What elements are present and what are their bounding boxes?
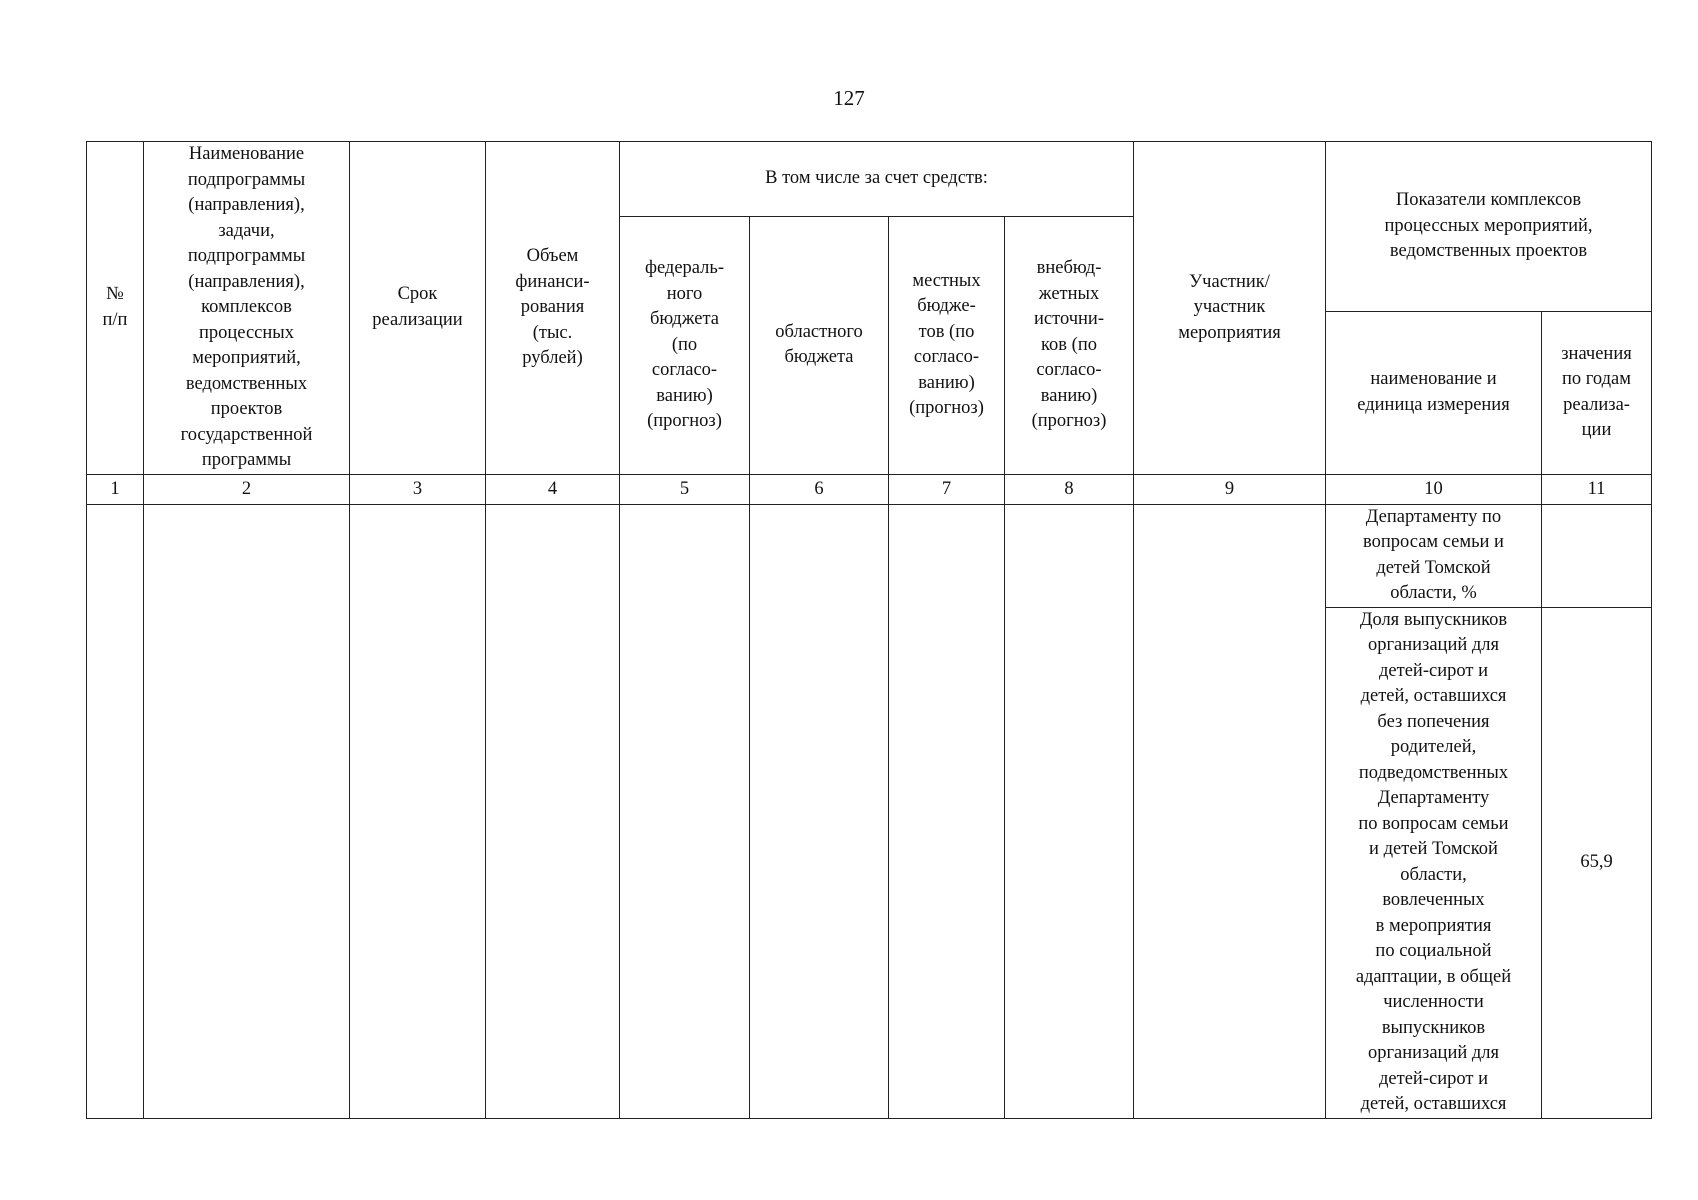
column-number: 9 <box>1134 474 1326 504</box>
table-header <box>87 142 1652 505</box>
cell-indicator-name: Доля выпускников организаций для детей-сирот и детей, оставшихся без попечения родителей, подведомственных Департаменту по вопросам семьи и детей Томской области, вовлеченных в мероприятия по социальной адаптации, в общей численности выпускников организаций для детей-сирот и детей, оставшихся <box>1326 607 1542 1118</box>
column-number: 10 <box>1326 474 1542 504</box>
column-number: 1 <box>87 474 144 504</box>
column-number: 7 <box>889 474 1005 504</box>
header-federal-budget: федераль- ного бюджета (по согласо- ванию) (прогноз) <box>620 217 750 475</box>
cell-name <box>144 504 350 1118</box>
column-number: 6 <box>750 474 889 504</box>
column-number: 3 <box>350 474 486 504</box>
cell-local-budgets <box>889 504 1005 1118</box>
header-number: № п/п <box>87 142 144 475</box>
column-number: 2 <box>144 474 350 504</box>
cell-indicator-name: Департаменту по вопросам семьи и детей Томской области, % <box>1326 504 1542 607</box>
cell-term <box>350 504 486 1118</box>
header-extrabudgetary: внебюд- жетных источни- ков (по согласо- ванию) (прогноз) <box>1005 217 1134 475</box>
table-body <box>87 504 1652 1118</box>
header-indicators-group: Показатели комплексов процессных мероприятий, ведомственных проектов <box>1326 142 1652 312</box>
header-regional-budget: областного бюджета <box>750 217 889 475</box>
cell-number <box>87 504 144 1118</box>
header-term: Срок реализации <box>350 142 486 475</box>
header-funding-volume: Объем финанси- рования (тыс. рублей) <box>486 142 620 475</box>
cell-regional-budget <box>750 504 889 1118</box>
cell-indicator-value <box>1542 504 1652 607</box>
header-funding-group: В том числе за счет средств: <box>620 142 1134 217</box>
header-indicator-name: наименование и единица измерения <box>1326 311 1542 474</box>
cell-federal-budget <box>620 504 750 1118</box>
header-name: Наименование подпрограммы (направления), задачи, подпрограммы (направления), комплексов процессных мероприятий, ведомственных проектов государственной программы <box>144 142 350 475</box>
program-table <box>86 141 1652 1119</box>
column-numbers-row <box>87 474 1652 504</box>
column-number: 8 <box>1005 474 1134 504</box>
cell-funding-volume <box>486 504 620 1118</box>
cell-extrabudgetary <box>1005 504 1134 1118</box>
header-participant: Участник/ участник мероприятия <box>1134 142 1326 475</box>
column-number: 5 <box>620 474 750 504</box>
cell-indicator-value: 65,9 <box>1542 607 1652 1118</box>
header-local-budgets: местных бюдже- тов (по согласо- ванию) (прогноз) <box>889 217 1005 475</box>
header-indicator-values: значения по годам реализа- ции <box>1542 311 1652 474</box>
column-number: 4 <box>486 474 620 504</box>
cell-participant <box>1134 504 1326 1118</box>
column-number: 11 <box>1542 474 1652 504</box>
page-number: 127 <box>833 86 865 110</box>
table-row <box>87 504 1652 607</box>
